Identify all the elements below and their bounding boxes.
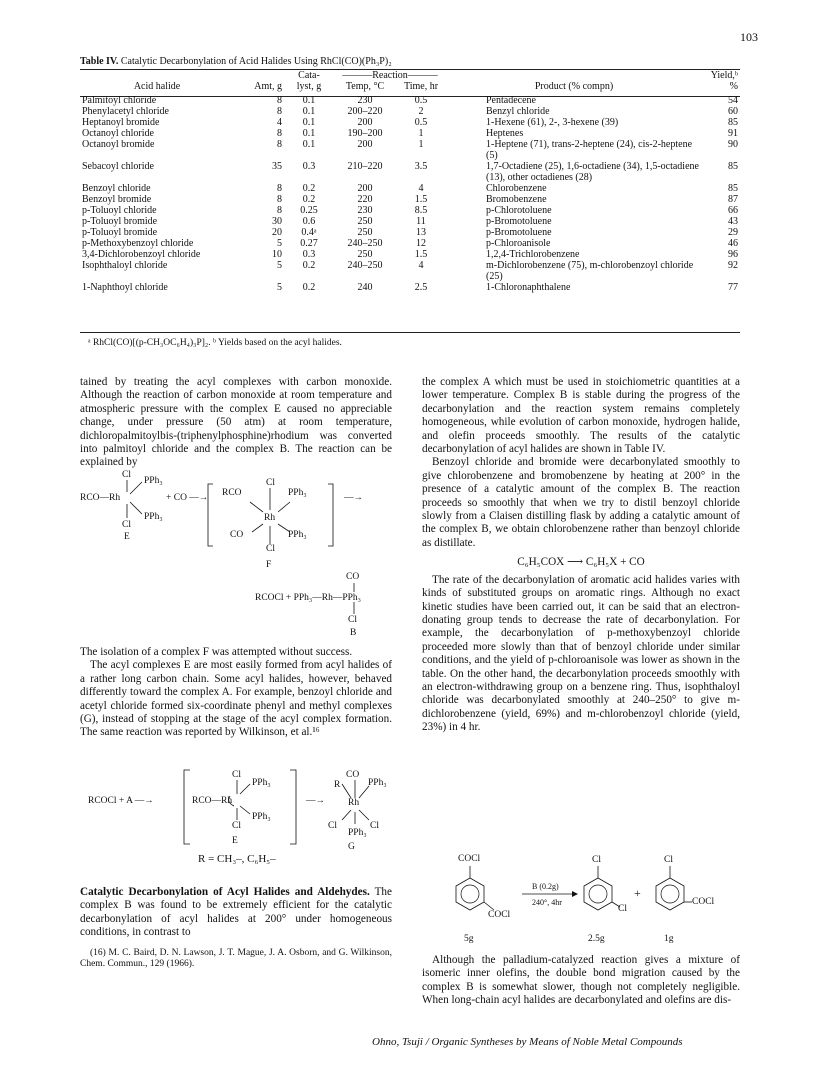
table-cell: 20 — [272, 227, 282, 238]
table-cell: 200 — [357, 117, 373, 128]
left-paragraph-3 — [80, 659, 392, 739]
conditions-catalyst: B (0.2g) — [532, 882, 559, 891]
scheme-plus: + — [634, 886, 641, 900]
col-product: Product (% compn) — [534, 81, 614, 92]
decarbonylation-table — [80, 70, 740, 293]
table-cell: 240 — [357, 282, 373, 293]
label-e: E — [124, 532, 130, 542]
table-cell: 8 — [277, 194, 282, 205]
product2-cl-top: Cl — [664, 855, 673, 865]
table-row — [80, 249, 740, 260]
table-cell: 220 — [357, 194, 373, 205]
g-r: R — [334, 780, 341, 790]
r-definition: R = CH₃–, C₆H₅– — [198, 853, 276, 865]
b-cl: Cl — [348, 615, 357, 625]
label-g: G — [348, 842, 355, 852]
table-cell: Heptanoyl bromide — [82, 117, 160, 128]
table-cell: 35 — [272, 161, 282, 172]
table-cell: 0.6 — [302, 216, 316, 227]
scheme1-arrow: —→ — [344, 493, 363, 503]
table-cell: 250 — [357, 227, 373, 238]
table-row — [80, 227, 740, 238]
table-cell: 0.1 — [302, 128, 316, 139]
left-paragraph-1: tained by treating the acyl complexes with carbon monoxide. Although the reaction of carbon monoxide at room temperature and atmospheric pressure with the complex E caused no appreciable change, under pressure (50 atm) at room temperature, dichloropalmitoylbis-(triphenylphosphine)rhodium was converted into palmitoyl chloride and the complex B. The reaction can be explained by — [80, 376, 392, 469]
decarbonylation-equation: C₆H₅COX ⟶ C₆H₅X + CO — [517, 556, 645, 569]
table-cell: Benzoyl bromide — [82, 194, 152, 205]
table-cell: 0.3 — [302, 249, 316, 260]
g-rh: Rh — [348, 798, 360, 808]
running-footer: Ohno, Tsuji / Organic Syntheses by Means of Noble Metal Compounds — [372, 1036, 683, 1048]
f-rco: RCO — [222, 488, 242, 498]
amount-start: 5g — [464, 934, 474, 944]
table-cell: Isophthaloyl chloride — [82, 260, 168, 271]
label-b: B — [350, 628, 357, 638]
f-rh: Rh — [264, 513, 276, 523]
scheme2-lhs: RCOCl + A —→ — [88, 796, 154, 806]
left-paragraph-3-text: The acyl complexes E are most easily formed from acyl halides of a rather long carbon chain. Some acyl halides, however, behaved differently toward the complex A. For example, benzoyl chloride and acetyl chloride formed six-coordinate phenyl and methyl complexes (G), instead of stopping at the stage of the acyl complex formation. The same reaction was reported by Wilkinson, et al.¹⁶ — [80, 659, 392, 739]
table-row — [80, 260, 740, 282]
b-equation: RCOCl + PPh₃—Rh—PPh₃ — [255, 593, 361, 603]
table-cell: Octanoyl bromide — [82, 139, 155, 150]
table-cell: 90 — [728, 139, 738, 150]
table-cell: 8 — [277, 106, 282, 117]
scheme2-arrow: —→ — [306, 796, 325, 806]
f-pph3-bottom: PPh₃ — [288, 530, 307, 540]
table-cell: 1-Heptene (71), trans-2-heptene (24), cis-2-heptene (5) — [486, 139, 693, 161]
table-cell: 30 — [272, 216, 282, 227]
table-footnote: ᵃ RhCl(CO)[(p-CH₃OC₆H₄)₃P]₂. ᵇ Yields based on the acyl halides. — [88, 338, 342, 348]
table-cell: 1.5 — [414, 249, 428, 260]
table-cell: 2 — [418, 106, 424, 117]
table-row — [80, 194, 740, 205]
e-pph3-top: PPh₃ — [144, 476, 163, 486]
table-cell: 1-Chloronaphthalene — [486, 282, 571, 293]
table-row — [80, 95, 740, 106]
table-cell: 200–220 — [347, 106, 383, 117]
table-cell: 96 — [728, 249, 738, 260]
table-cell: 230 — [357, 95, 373, 106]
g-cl-right: Cl — [370, 821, 379, 831]
table-row — [80, 128, 740, 139]
table-cell: 200 — [357, 139, 373, 150]
table-cell: 3,4-Dichlorobenzoyl chloride — [82, 249, 201, 260]
e-pph3-bottom: PPh₃ — [144, 512, 163, 522]
col-reaction: ———Reaction——— — [342, 70, 438, 81]
table-cell: 5 — [277, 282, 282, 293]
table-caption-label: Table IV. — [80, 56, 119, 67]
table-cell: 0.25 — [300, 205, 318, 216]
col-catalyst-2: lyst, g — [296, 81, 322, 92]
reference-16: (16) M. C. Baird, D. N. Lawson, J. T. Mague, J. A. Osborn, and G. Wilkinson, Chem. Commun., 129 (1966). — [80, 947, 392, 969]
table-row — [80, 238, 740, 249]
benzene-ring-product-1 — [584, 866, 620, 910]
f-co: CO — [230, 530, 244, 540]
table-cell: 85 — [728, 183, 738, 194]
right-paragraph-4: Although the palladium-catalyzed reaction gives a mixture of isomeric inner olefins, the double bond migration caused by the complex B is somewhat slower, though not completely negligible. When long-chain acyl halides are decarbonylated and olefins are dis- — [422, 954, 740, 1007]
table-cell: 10 — [272, 249, 282, 260]
col-time: Time, hr — [403, 81, 439, 92]
table-cell: p-Toluoyl chloride — [82, 205, 157, 216]
table-cell: p-Bromotoluene — [486, 227, 552, 238]
table-cell: 0.5 — [414, 117, 428, 128]
table-cell: 240–250 — [347, 238, 383, 249]
col-yield-2: % — [729, 81, 738, 92]
amount-product1: 2.5g — [588, 934, 605, 944]
table-body — [80, 95, 740, 293]
table-cell: 0.2 — [302, 194, 316, 205]
table-cell: 87 — [728, 194, 738, 205]
table-cell: 0.1 — [302, 95, 316, 106]
scheme-isophthaloyl — [422, 854, 742, 946]
page-number: 103 — [740, 30, 758, 44]
col-amt: Amt, g — [254, 81, 282, 92]
e2-cl-bottom: Cl — [232, 821, 241, 831]
table-cell: 54 — [728, 95, 738, 106]
table-cell: p-Bromotoluene — [486, 216, 552, 227]
table-cell: 0.2 — [302, 282, 316, 293]
b-co: CO — [346, 572, 360, 582]
col-acid-halide: Acid halide — [133, 81, 181, 92]
f-cl-bottom: Cl — [266, 544, 275, 554]
section-title: Catalytic Decarbonylation of Acyl Halides and Aldehydes. — [80, 886, 370, 898]
cocl-top: COCl — [458, 854, 481, 864]
table-cell: 1-Hexene (61), 2-, 3-hexene (39) — [486, 117, 619, 128]
benzene-ring-start — [456, 866, 494, 910]
table-cell: 1,2,4-Trichlorobenzene — [486, 249, 580, 260]
table-cell: 8 — [277, 205, 282, 216]
table-cell: 4 — [418, 183, 424, 194]
col-reaction-label: Reaction — [372, 70, 408, 81]
table-cell: 0.1 — [302, 139, 316, 150]
table-cell: 85 — [728, 117, 738, 128]
label-f: F — [266, 560, 272, 570]
table-row — [80, 161, 740, 183]
right-column-bottom — [422, 954, 740, 1008]
e2-pph3-top: PPh₃ — [252, 778, 271, 788]
table-cell: 5 — [277, 238, 282, 249]
left-column-middle — [80, 646, 392, 740]
table-cell: 8.5 — [414, 205, 428, 216]
table-cell: 250 — [357, 216, 373, 227]
table-cell: 0.5 — [414, 95, 428, 106]
table-cell: 190–200 — [347, 128, 383, 139]
conditions-temp-time: 240°, 4hr — [532, 898, 562, 907]
table-cell: Benzyl chloride — [486, 106, 550, 117]
col-temp: Temp, °C — [345, 81, 385, 92]
table-cell: 5 — [277, 260, 282, 271]
table-cell: 0.27 — [300, 238, 318, 249]
table-cell: 43 — [728, 216, 738, 227]
left-column-top — [80, 376, 392, 470]
e-cl-top: Cl — [122, 470, 131, 480]
right-paragraph-2: Benzoyl chloride and bromide were decarbonylated smoothly to give chlorobenzene and bromobenzene by heating at 200° in the presence of a catalytic amount of the complex B. The reaction proceeds so smoothly that when we try to distil benzoyl chloride slowly from a Claisen distilling flask by adding a catalytic amount of the complex B, we obtain chlorobenzene rather than benzoyl chloride as distillate. — [422, 456, 740, 549]
scheme-acyl-to-g — [80, 768, 400, 868]
table-cell: 4 — [418, 260, 424, 271]
table-cell: 1.5 — [414, 194, 428, 205]
table-cell: 46 — [728, 238, 738, 249]
table-row — [80, 117, 740, 128]
table-cell: 1-Naphthoyl chloride — [82, 282, 168, 293]
table-cell: 1,7-Octadiene (25), 1,6-octadiene (34), 1,5-octadiene (13), other octadienes (28) — [486, 161, 699, 183]
table-row — [80, 139, 740, 161]
table-cell: 92 — [728, 260, 738, 271]
product1-cl-top: Cl — [592, 855, 601, 865]
table-cell: p-Chloroanisole — [486, 238, 551, 249]
amount-product2: 1g — [664, 934, 674, 944]
table-row — [80, 183, 740, 194]
e2-pph3-bottom: PPh₃ — [252, 812, 271, 822]
e-cl-bottom: Cl — [122, 520, 131, 530]
table-cell: 210–220 — [347, 161, 383, 172]
plus-co-arrow: + CO —→ — [166, 493, 209, 503]
table-cell: 85 — [728, 161, 738, 172]
table-cell: Pentadecene — [486, 95, 536, 106]
right-paragraph-3: The rate of the decarbonylation of aromatic acid halides varies with kinds of substituted groups on aromatic rings. Although no exact kinetic studies have been carried out, it can be said that an electron-donating group tends to decrease the rate of decarbonylation. For example, the decarbonylation of p-methoxybenzoyl chloride proceeded more slowly than that of benzoyl chloride under similar conditions, and the yield of p-chloroanisole was lower as shown in the table. On the other hand, the decarbonylation proceeds smoothly with an electron-withdrawing group on a benzene ring. Thus, isophthaloyl chloride was decarbonylated smoothly at 240–250° to give m-dichlorobenzene (yield, 69%) and m-chlorobenzoyl chloride (yield, 23%) in 4 hr. — [422, 573, 740, 734]
product2-cocl: COCl — [692, 897, 715, 907]
table-bottom-rule — [80, 332, 740, 333]
table-cell: 0.4ᵃ — [301, 227, 317, 238]
table-cell: 4 — [277, 117, 282, 128]
table-cell: Benzoyl chloride — [82, 183, 151, 194]
table-cell: Octanoyl chloride — [82, 128, 154, 139]
table-cell: p-Methoxybenzoyl chloride — [82, 238, 194, 249]
table-cell: 91 — [728, 128, 738, 139]
table-cell: 60 — [728, 106, 738, 117]
table-row — [80, 106, 740, 117]
table-cell: Sebacoyl chloride — [82, 161, 154, 172]
table-cell: p-Toluoyl bromide — [82, 227, 158, 238]
left-paragraph-4 — [80, 886, 392, 940]
table-cell: 11 — [416, 216, 426, 227]
f-cl-top: Cl — [266, 478, 275, 488]
table-cell: 77 — [728, 282, 738, 293]
right-column-top — [422, 376, 740, 735]
product1-cl-meta: Cl — [618, 904, 627, 914]
table-cell: 13 — [416, 227, 426, 238]
table-cell: 0.2 — [302, 183, 316, 194]
cocl-bottom: COCl — [488, 910, 511, 920]
table-caption — [80, 56, 392, 67]
table-cell: 8 — [277, 183, 282, 194]
left-column-bottom — [80, 886, 392, 970]
table-cell: 250 — [357, 249, 373, 260]
right-paragraph-1: the complex A which must be used in stoichiometric quantities at a lower temperature. Complex B is stable during the progress of the decarbonylation and the reaction system remains completely homogeneous, while evolution of carbon monoxide, hydrogen halide, and olefin proceeds smoothly. The results of the catalytic decarbonylation of acyl halides are shown in Table IV. — [422, 376, 740, 456]
e2-rco-rh: RCO—Rh — [192, 796, 233, 806]
table-cell: p-Toluoyl bromide — [82, 216, 158, 227]
table-cell: 0.1 — [302, 106, 316, 117]
table-caption-text: Catalytic Decarbonylation of Acid Halides Using RhCl(CO)(Ph₃P)₂ — [120, 56, 392, 67]
left-paragraph-2: The isolation of a complex F was attempted without success. — [80, 646, 353, 658]
table-row — [80, 282, 740, 293]
f-pph3-top: PPh₃ — [288, 488, 307, 498]
table-cell: p-Chlorotoluene — [486, 205, 552, 216]
label-e2: E — [232, 836, 238, 846]
table-cell: 0.3 — [302, 161, 316, 172]
table-cell: 3.5 — [414, 161, 428, 172]
benzene-ring-product-2 — [656, 866, 692, 910]
g-cl-left: Cl — [328, 821, 337, 831]
col-catalyst-1: Cata- — [298, 70, 320, 81]
e-rco-rh: RCO—Rh — [80, 493, 121, 503]
table-cell: 8 — [277, 139, 282, 150]
table-cell: 2.5 — [414, 282, 428, 293]
table-cell: 200 — [357, 183, 373, 194]
table-cell: m-Dichlorobenzene (75), m-chlorobenzoyl chloride (25) — [486, 260, 694, 282]
table-cell: Bromobenzene — [486, 194, 547, 205]
e2-cl-top: Cl — [232, 770, 241, 780]
g-pph3-top: PPh₃ — [368, 778, 387, 788]
table-cell: 8 — [277, 95, 282, 106]
g-co: CO — [346, 770, 360, 780]
table-cell: 1 — [418, 139, 424, 150]
table-cell: 230 — [357, 205, 373, 216]
table-cell: 0.1 — [302, 117, 316, 128]
table-cell: 8 — [277, 128, 282, 139]
g-pph3-bottom: PPh₃ — [348, 828, 367, 838]
table-cell: Palmitoyl chloride — [82, 95, 157, 106]
table-cell: 1 — [418, 128, 424, 139]
table-cell: 0.2 — [302, 260, 316, 271]
table-cell: Chlorobenzene — [486, 183, 547, 194]
table-row — [80, 205, 740, 216]
table-row — [80, 216, 740, 227]
table-cell: 29 — [728, 227, 738, 238]
left-paragraph-4-text: The complex B was found to be extremely efficient for the catalytic decarbonylation of acyl halides at 200° under homogeneous conditions, in contrast to — [80, 886, 392, 939]
table-cell: 240–250 — [347, 260, 383, 271]
table-cell: Heptenes — [486, 128, 524, 139]
table-cell: 12 — [416, 238, 426, 249]
table-cell: Phenylacetyl chloride — [82, 106, 169, 117]
scheme-acyl-to-chloride — [80, 468, 400, 638]
col-yield-1: Yield,ᵇ — [710, 70, 738, 81]
table-cell: 66 — [728, 205, 738, 216]
